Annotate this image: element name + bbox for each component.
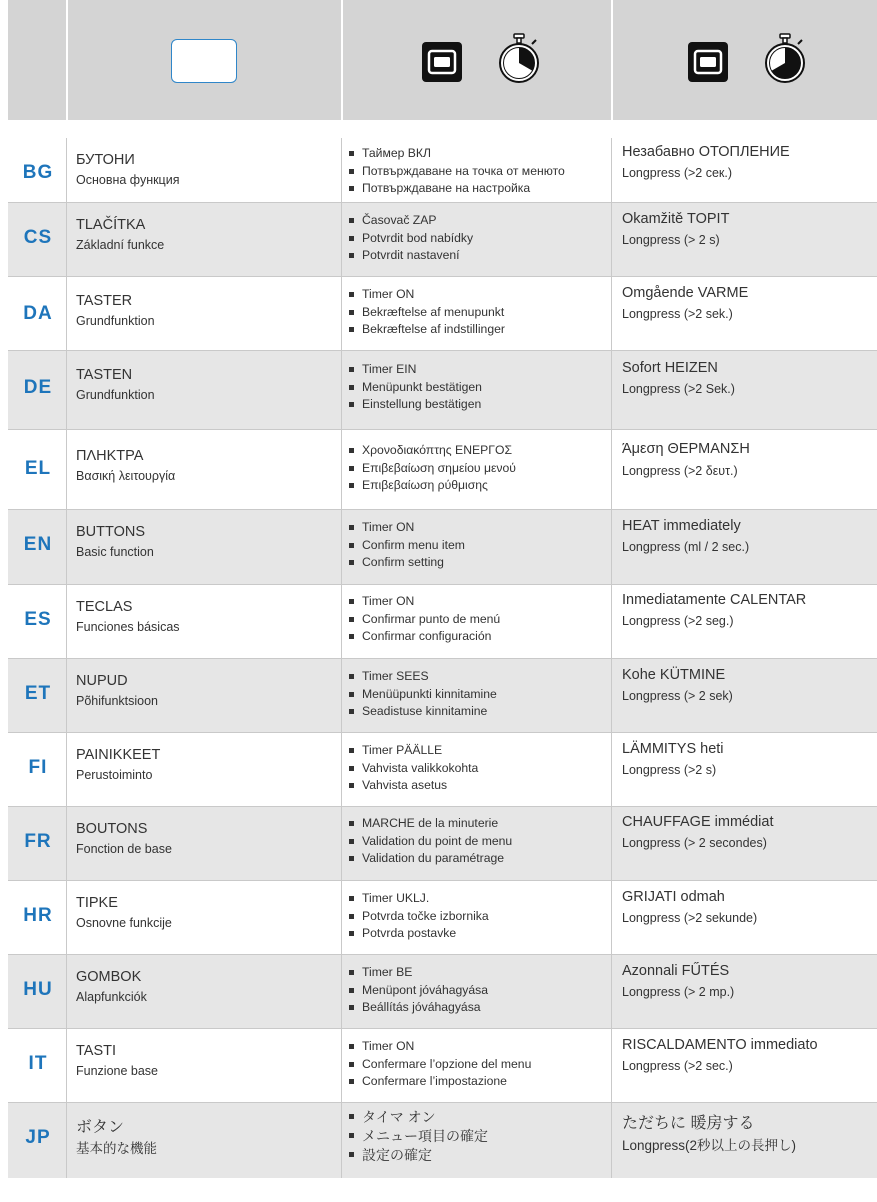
longpress-detail: Longpress (>2 sekunde) bbox=[622, 911, 758, 925]
list-item: Confirm setting bbox=[344, 554, 465, 572]
longpress-detail: Longpress(2秒以上の長押し) bbox=[622, 1138, 797, 1153]
list-item: Потвърждаване на настройка bbox=[344, 180, 565, 198]
language-code: IT bbox=[28, 1053, 48, 1074]
function-list bbox=[344, 212, 473, 265]
longpress-detail: Longpress (>2 δευτ.) bbox=[622, 464, 738, 478]
longpress-title: Omgående VARME bbox=[622, 285, 749, 301]
longpress-title: RISCALDAMENTO immediato bbox=[622, 1037, 818, 1053]
list-item: Bekræftelse af indstillinger bbox=[344, 321, 505, 339]
display-button-icon bbox=[422, 42, 462, 82]
header-divider bbox=[341, 0, 343, 120]
language-code: ET bbox=[24, 683, 52, 704]
row-title: БУТОНИ bbox=[76, 152, 135, 168]
language-table bbox=[8, 138, 877, 1178]
list-item: Vahvista valikkokohta bbox=[344, 760, 478, 778]
display-button-icon bbox=[688, 42, 728, 82]
language-code: ES bbox=[24, 609, 52, 630]
longpress-detail: Longpress (>2 sec.) bbox=[622, 1059, 733, 1073]
function-list bbox=[344, 964, 488, 1017]
function-list bbox=[344, 668, 497, 721]
row-description: Basic function bbox=[76, 545, 154, 559]
longpress-title: HEAT immediately bbox=[622, 518, 741, 534]
list-item: Časovač ZAP bbox=[344, 212, 473, 230]
list-item: Potvrda postavke bbox=[344, 925, 489, 943]
language-code: FI bbox=[28, 757, 48, 778]
list-item: Confirm menu item bbox=[344, 537, 465, 555]
list-item: Timer EIN bbox=[344, 361, 482, 379]
row-title: TIPKE bbox=[76, 895, 118, 911]
header-divider bbox=[66, 0, 68, 120]
list-item: Timer BE bbox=[344, 964, 488, 982]
language-code: FR bbox=[24, 831, 52, 852]
language-code: DA bbox=[23, 303, 53, 324]
row-description: Funciones básicas bbox=[76, 620, 180, 634]
list-item: Validation du paramétrage bbox=[344, 850, 512, 868]
list-item: Menüüpunkti kinnitamine bbox=[344, 686, 497, 704]
table-row bbox=[8, 351, 877, 430]
list-item: Potvrdit nastavení bbox=[344, 247, 473, 265]
list-item: メニュー項目の確定 bbox=[344, 1127, 488, 1146]
row-description: Funzione base bbox=[76, 1064, 159, 1078]
list-item: Seadistuse kinnitamine bbox=[344, 703, 497, 721]
language-code: HR bbox=[23, 905, 53, 926]
longpress-detail: Longpress (>2 s) bbox=[622, 763, 717, 777]
list-item: Vahvista asetus bbox=[344, 777, 478, 795]
list-item: Timer PÄÄLLE bbox=[344, 742, 478, 760]
table-row bbox=[8, 430, 877, 510]
language-code: DE bbox=[23, 377, 53, 398]
table-row bbox=[8, 585, 877, 659]
function-list bbox=[344, 742, 478, 795]
row-description: Põhifunktsioon bbox=[76, 694, 159, 708]
table-row bbox=[8, 659, 877, 733]
function-list bbox=[344, 519, 465, 572]
longpress-title: Kohe KÜTMINE bbox=[622, 667, 726, 683]
function-list bbox=[344, 890, 489, 943]
language-code: EN bbox=[23, 534, 53, 555]
list-item: 設定の確定 bbox=[344, 1146, 488, 1165]
list-item: Επιβεβαίωση ρύθμισης bbox=[344, 477, 516, 495]
longpress-detail: Longpress (>2 seg.) bbox=[622, 614, 734, 628]
row-title: PAINIKKEET bbox=[76, 747, 161, 763]
list-item: Confirmar configuración bbox=[344, 628, 500, 646]
row-description: 基本的な機能 bbox=[76, 1141, 157, 1156]
table-row bbox=[8, 807, 877, 881]
list-item: Таймер ВКЛ bbox=[344, 145, 565, 163]
language-code: JP bbox=[25, 1127, 51, 1148]
table-row bbox=[8, 881, 877, 955]
language-code: EL bbox=[24, 458, 52, 479]
list-item: Timer ON bbox=[344, 286, 505, 304]
list-item: Timer ON bbox=[344, 519, 465, 537]
list-item: Menüpont jóváhagyása bbox=[344, 982, 488, 1000]
table-row bbox=[8, 955, 877, 1029]
function-list bbox=[344, 1038, 531, 1091]
row-description: Grundfunktion bbox=[76, 314, 155, 328]
row-description: Основна функция bbox=[76, 173, 180, 187]
row-title: ボタン bbox=[76, 1119, 125, 1136]
row-title: GOMBOK bbox=[76, 969, 142, 985]
stopwatch-partial-icon bbox=[496, 33, 542, 85]
list-item: Confermare l’opzione del menu bbox=[344, 1056, 531, 1074]
list-item: Potvrdit bod nabídky bbox=[344, 230, 473, 248]
row-title: TLAČÍTKA bbox=[76, 217, 146, 233]
function-list bbox=[344, 1108, 488, 1165]
row-title: TASTI bbox=[76, 1043, 117, 1059]
table-row bbox=[8, 1029, 877, 1103]
row-title: NUPUD bbox=[76, 673, 128, 689]
longpress-title: ただちに 暖房する bbox=[622, 1115, 755, 1132]
longpress-detail: Longpress (> 2 mp.) bbox=[622, 985, 735, 999]
longpress-title: Inmediatamente CALENTAR bbox=[622, 592, 807, 608]
function-list bbox=[344, 815, 512, 868]
table-row bbox=[8, 203, 877, 277]
row-description: Osnovne funkcije bbox=[76, 916, 172, 930]
row-description: Perustoiminto bbox=[76, 768, 153, 782]
list-item: Timer SEES bbox=[344, 668, 497, 686]
list-item: Validation du point de menu bbox=[344, 833, 512, 851]
list-item: Timer ON bbox=[344, 593, 500, 611]
longpress-title: Незабавно ОТОПЛЕНИЕ bbox=[622, 144, 790, 160]
row-description: Βασική λειτουργία bbox=[76, 469, 176, 483]
header-divider bbox=[611, 0, 613, 120]
list-item: MARCHE de la minuterie bbox=[344, 815, 512, 833]
row-description: Základní funkce bbox=[76, 238, 165, 252]
table-row bbox=[8, 733, 877, 807]
list-item: タイマ オン bbox=[344, 1108, 488, 1127]
row-description: Fonction de base bbox=[76, 842, 172, 856]
longpress-title: CHAUFFAGE immédiat bbox=[622, 814, 774, 830]
row-title: TASTEN bbox=[76, 367, 133, 383]
language-code: BG bbox=[22, 162, 54, 183]
row-title: TASTER bbox=[76, 293, 133, 309]
function-list bbox=[344, 145, 565, 198]
longpress-detail: Longpress (> 2 sek) bbox=[622, 689, 733, 703]
list-item: Menüpunkt bestätigen bbox=[344, 379, 482, 397]
table-row bbox=[8, 1103, 877, 1178]
function-list bbox=[344, 361, 482, 414]
list-item: Confermare l’impostazione bbox=[344, 1073, 531, 1091]
list-item: Χρονοδιακόπτης ΕΝΕΡΓΟΣ bbox=[344, 442, 516, 460]
language-code: CS bbox=[23, 227, 53, 248]
table-row bbox=[8, 510, 877, 585]
longpress-title: LÄMMITYS heti bbox=[622, 741, 724, 757]
longpress-title: Άμεση ΘΕΡΜΑΝΣΗ bbox=[622, 441, 750, 457]
table-row bbox=[8, 277, 877, 351]
list-item: Timer ON bbox=[344, 1038, 531, 1056]
empty-key-icon bbox=[171, 39, 237, 83]
longpress-title: GRIJATI odmah bbox=[622, 889, 725, 905]
longpress-title: Azonnali FŰTÉS bbox=[622, 963, 730, 979]
stopwatch-mostly-filled-icon bbox=[762, 33, 808, 85]
list-item: Confirmar punto de menú bbox=[344, 611, 500, 629]
row-title: TECLAS bbox=[76, 599, 133, 615]
row-description: Alapfunkciók bbox=[76, 990, 147, 1004]
list-item: Einstellung bestätigen bbox=[344, 396, 482, 414]
list-item: Επιβεβαίωση σημείου μενού bbox=[344, 460, 516, 478]
longpress-detail: Longpress (>2 sek.) bbox=[622, 307, 733, 321]
row-title: ΠΛΗΚΤΡΑ bbox=[76, 448, 144, 464]
list-item: Bekræftelse af menupunkt bbox=[344, 304, 505, 322]
longpress-detail: Longpress (>2 Sek.) bbox=[622, 382, 735, 396]
longpress-detail: Longpress (>2 сек.) bbox=[622, 166, 733, 180]
row-description: Grundfunktion bbox=[76, 388, 155, 402]
list-item: Beállítás jóváhagyása bbox=[344, 999, 488, 1017]
table-row bbox=[8, 138, 877, 203]
longpress-title: Sofort HEIZEN bbox=[622, 360, 718, 376]
function-list bbox=[344, 286, 505, 339]
list-item: Timer UKLJ. bbox=[344, 890, 489, 908]
longpress-detail: Longpress (ml / 2 sec.) bbox=[622, 540, 750, 554]
function-list bbox=[344, 442, 516, 495]
language-code: HU bbox=[23, 979, 53, 1000]
longpress-detail: Longpress (> 2 s) bbox=[622, 233, 720, 247]
list-item: Потвърждаване на точка от менюто bbox=[344, 163, 565, 181]
function-list bbox=[344, 593, 500, 646]
list-item: Potvrda točke izbornika bbox=[344, 908, 489, 926]
row-title: BOUTONS bbox=[76, 821, 148, 837]
row-title: BUTTONS bbox=[76, 524, 146, 540]
longpress-detail: Longpress (> 2 secondes) bbox=[622, 836, 767, 850]
longpress-title: Okamžitě TOPIT bbox=[622, 211, 730, 227]
